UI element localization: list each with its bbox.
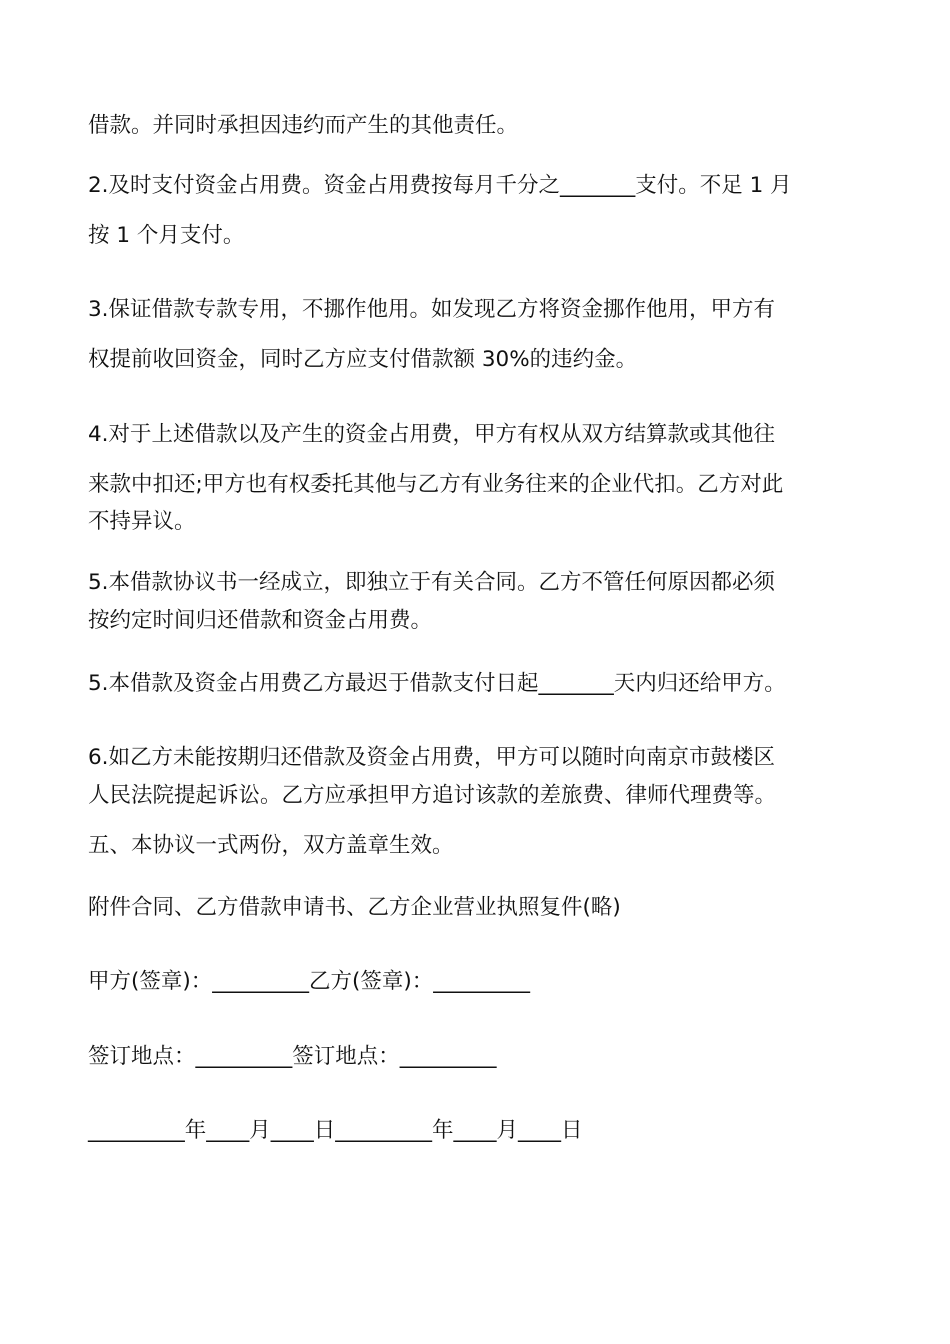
text-line-2: 2.及时支付资金占用费。资金占用费按每月千分之_______支付。不足 1 月 <box>88 173 792 198</box>
text-line-9: 5.本借款协议书一经成立，即独立于有关合同。乙方不管任何原因都必须 <box>88 570 776 595</box>
text-line-13: 人民法院提起诉讼。乙方应承担甲方追讨该款的差旅费、律师代理费等。 <box>88 783 777 808</box>
text-line-10: 按约定时间归还借款和资金占用费。 <box>88 608 433 633</box>
text-line-6: 4.对于上述借款以及产生的资金占用费，甲方有权从双方结算款或其他往 <box>88 422 776 447</box>
text-line-8: 不持异议。 <box>88 509 196 534</box>
signature-line-party: 甲方(签章)：_________乙方(签章)：_________ <box>88 969 531 994</box>
text-line-11: 5.本借款及资金占用费乙方最迟于借款支付日起_______天内归还给甲方。 <box>88 671 786 696</box>
signature-line-date: _________年____月____日_________年____月____日 <box>88 1118 583 1143</box>
text-line-1: 借款。并同时承担因违约而产生的其他责任。 <box>88 113 519 138</box>
text-line-12: 6.如乙方未能按期归还借款及资金占用费，甲方可以随时向南京市鼓楼区 <box>88 745 776 770</box>
text-line-15: 附件合同、乙方借款申请书、乙方企业营业执照复件(略) <box>88 895 621 920</box>
text-line-3: 按 1 个月支付。 <box>88 223 245 248</box>
text-line-4: 3.保证借款专款专用，不挪作他用。如发现乙方将资金挪作他用，甲方有 <box>88 297 776 322</box>
signature-line-place: 签订地点：_________签订地点：_________ <box>88 1044 497 1069</box>
text-line-14: 五、本协议一式两份，双方盖章生效。 <box>88 833 454 858</box>
text-line-5: 权提前收回资金，同时乙方应支付借款额 30%的违约金。 <box>88 347 638 372</box>
text-line-7: 来款中扣还;甲方也有权委托其他与乙方有业务往来的企业代扣。乙方对此 <box>88 472 784 497</box>
